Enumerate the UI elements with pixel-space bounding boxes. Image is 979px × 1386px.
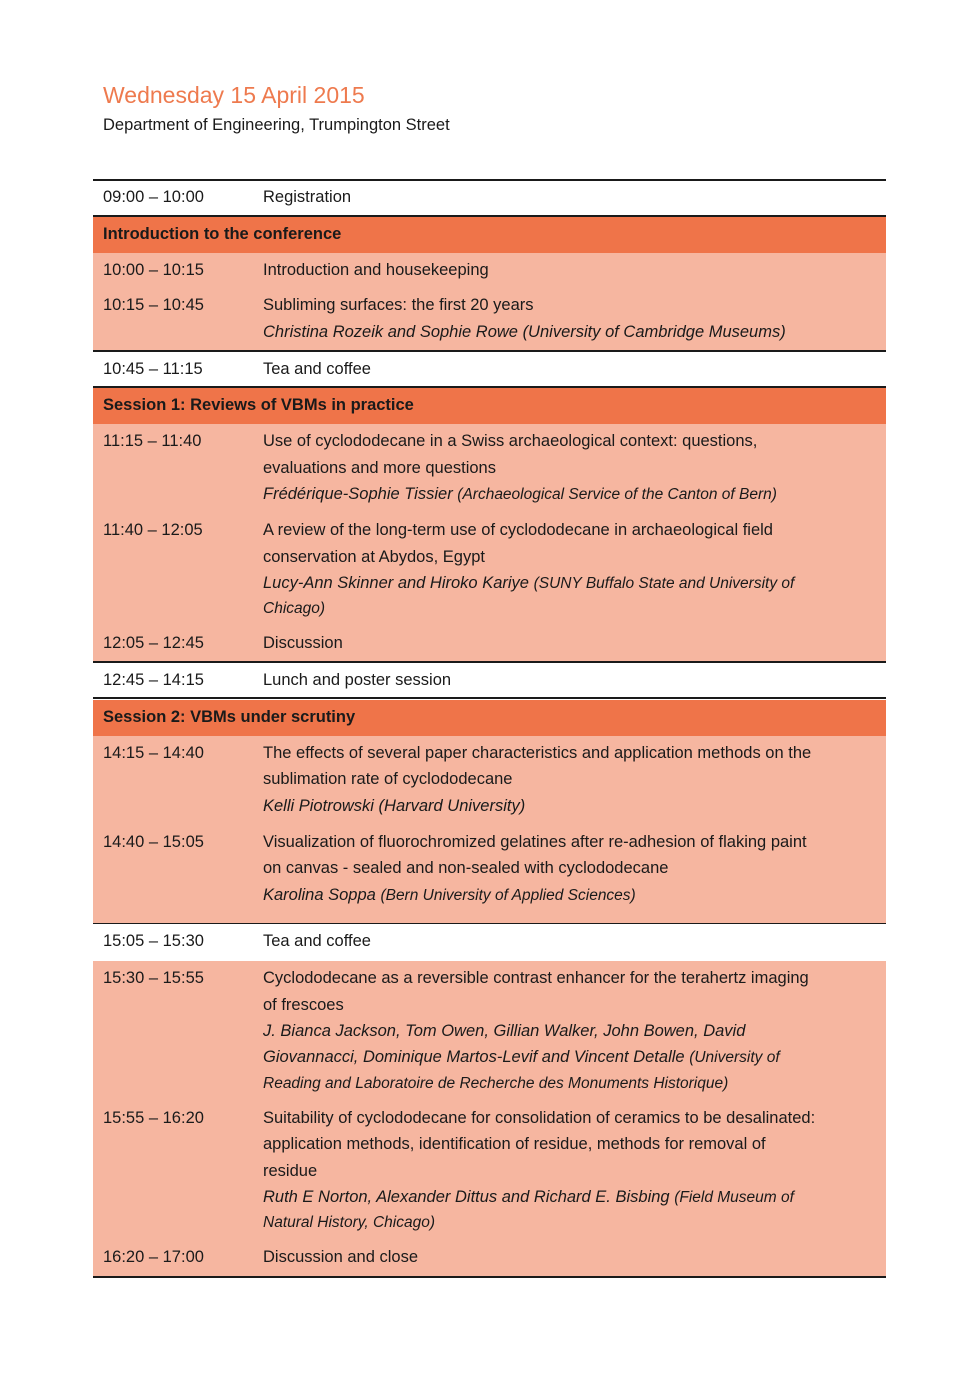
speaker-affiliation: (Field Museum of <box>674 1189 794 1206</box>
speaker-names: Giovannacci, Dominique Martos-Levif and Vincent Detalle <box>263 1048 685 1066</box>
schedule-time: 12:05 – 12:45 <box>103 634 204 652</box>
speaker-affiliation: (University of <box>689 1049 780 1066</box>
schedule-speakers <box>263 886 636 905</box>
section-title: Introduction to the conference <box>103 225 342 243</box>
section-title: Session 2: VBMs under scrutiny <box>103 708 356 726</box>
schedule-title: Cyclododecane as a reversible contrast enhancer for the terahertz imaging <box>263 969 809 987</box>
speaker-names: Karolina Soppa <box>263 886 376 904</box>
divider <box>93 350 886 352</box>
divider <box>93 923 886 924</box>
schedule-time: 10:00 – 10:15 <box>103 261 204 279</box>
schedule-title: Tea and coffee <box>263 932 371 950</box>
schedule-title: sublimation rate of cyclododecane <box>263 770 513 788</box>
schedule-time: 11:40 – 12:05 <box>103 521 203 539</box>
schedule-time: 10:45 – 11:15 <box>103 360 203 378</box>
schedule-title: on canvas - sealed and non-sealed with cyclododecane <box>263 859 669 877</box>
speaker-affiliation: (Archaeological Service of the Canton of Bern) <box>457 486 777 503</box>
schedule-title: Tea and coffee <box>263 360 371 378</box>
schedule-speakers <box>263 485 777 504</box>
schedule-title: application methods, identification of residue, methods for removal of <box>263 1135 766 1153</box>
schedule-time: 09:00 – 10:00 <box>103 188 204 206</box>
divider <box>93 386 886 388</box>
speaker-names: J. Bianca Jackson, Tom Owen, Gillian Walker, John Bowen, David <box>263 1022 746 1040</box>
speaker-affiliation: Reading and Laboratoire de Recherche des Monuments Historique) <box>263 1075 729 1092</box>
schedule-time: 14:40 – 15:05 <box>103 833 204 851</box>
speaker-affiliation: Chicago) <box>263 600 326 617</box>
schedule-title: evaluations and more questions <box>263 459 496 477</box>
schedule-title: of frescoes <box>263 996 344 1014</box>
schedule-time: 10:15 – 10:45 <box>103 296 204 314</box>
schedule-title: Introduction and housekeeping <box>263 261 489 279</box>
speaker-names: Christina Rozeik and Sophie Rowe <box>263 323 518 341</box>
schedule-title: Lunch and poster session <box>263 671 452 689</box>
schedule-time: 15:05 – 15:30 <box>103 932 204 950</box>
schedule-speakers <box>263 1188 794 1207</box>
divider <box>93 1276 886 1278</box>
schedule-title: A review of the long-term use of cyclododecane in archaeological field <box>263 521 773 539</box>
schedule-title: Suitability of cyclododecane for consolidation of ceramics to be desalinated: <box>263 1109 816 1127</box>
schedule-speakers <box>263 574 794 593</box>
schedule-time: 15:30 – 15:55 <box>103 969 204 987</box>
schedule-title: conservation at Abydos, Egypt <box>263 548 485 566</box>
schedule-title: Visualization of fluorochromized gelatines after re-adhesion of flaking paint <box>263 833 807 851</box>
speaker-names: Kelli Piotrowski (Harvard University) <box>263 797 526 815</box>
speaker-affiliation: Natural History, Chicago) <box>263 1214 435 1231</box>
divider <box>93 661 886 663</box>
schedule-speakers <box>263 323 786 342</box>
schedule-title: Use of cyclododecane in a Swiss archaeological context: questions, <box>263 432 758 450</box>
schedule-time: 12:45 – 14:15 <box>103 671 204 689</box>
schedule-title: residue <box>263 1162 318 1180</box>
speaker-names: Frédérique-Sophie Tissier <box>263 485 453 503</box>
speaker-names: Ruth E Norton, Alexander Dittus and Richard E. Bisbing <box>263 1188 670 1206</box>
speaker-affiliation: (Bern University of Applied Sciences) <box>380 887 636 904</box>
venue: Department of Engineering, Trumpington Street <box>103 116 450 134</box>
date-heading: Wednesday 15 April 2015 <box>103 82 365 108</box>
schedule-time: 16:20 – 17:00 <box>103 1248 204 1266</box>
schedule-title: The effects of several paper characteristics and application methods on the <box>263 744 812 762</box>
schedule-speakers <box>263 1048 780 1067</box>
schedule-title: Registration <box>263 188 352 206</box>
schedule-title: Discussion <box>263 634 343 652</box>
section-title: Session 1: Reviews of VBMs in practice <box>103 396 414 414</box>
schedule-time: 15:55 – 16:20 <box>103 1109 204 1127</box>
divider <box>93 215 886 217</box>
speaker-affiliation: (University of Cambridge Museums) <box>522 323 786 341</box>
speaker-names: Lucy-Ann Skinner and Hiroko Kariye <box>263 574 529 592</box>
speaker-affiliation: (SUNY Buffalo State and University of <box>533 575 795 592</box>
schedule-title: Subliming surfaces: the first 20 years <box>263 296 534 314</box>
schedule-time: 11:15 – 11:40 <box>103 432 202 450</box>
schedule-time: 14:15 – 14:40 <box>103 744 204 762</box>
schedule-title: Discussion and close <box>263 1248 418 1266</box>
divider <box>93 697 886 699</box>
divider <box>93 179 886 181</box>
